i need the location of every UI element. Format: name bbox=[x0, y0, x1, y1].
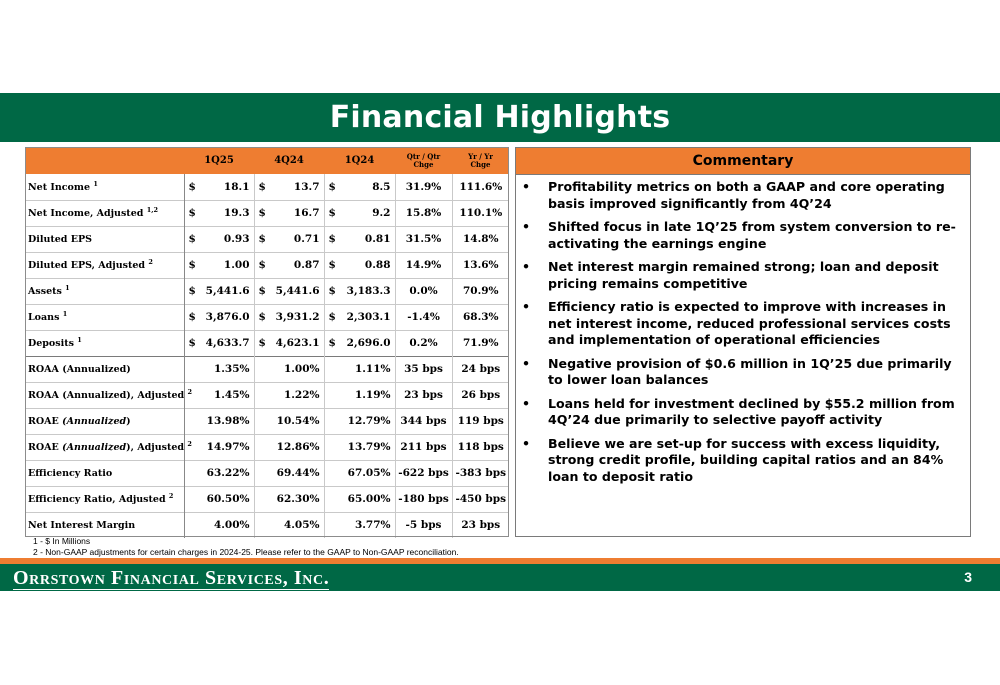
qtr-change: 31.5% bbox=[395, 226, 452, 252]
table-row bbox=[25, 382, 509, 408]
qtr-change: 15.8% bbox=[395, 200, 452, 226]
value-1q25: 13.98% bbox=[184, 408, 254, 434]
bullet-icon: • bbox=[522, 435, 531, 451]
value-1q24: 67.05% bbox=[324, 460, 395, 486]
yr-change: 119 bps bbox=[452, 408, 509, 434]
currency-1q24: $ bbox=[324, 174, 338, 200]
value-1q25: 18.1 bbox=[223, 180, 250, 193]
commentary-item bbox=[522, 179, 960, 212]
header-blank bbox=[25, 147, 184, 174]
table-row bbox=[25, 512, 509, 538]
commentary-text: Net interest margin remained strong; loan and deposit pricing remains competitive bbox=[548, 259, 939, 291]
qtr-change: 344 bps bbox=[395, 408, 452, 434]
currency-1q24: $ bbox=[324, 200, 338, 226]
value-1q24: 0.88 bbox=[364, 259, 391, 271]
value-1q25: 5,441.6 bbox=[205, 285, 250, 297]
header-1q24: 1Q24 bbox=[344, 155, 375, 166]
value-4q24: 4,623.1 bbox=[275, 337, 320, 349]
value-1q25: 0.93 bbox=[223, 233, 250, 245]
yr-change: 70.9% bbox=[452, 278, 509, 304]
row-label: Deposits $^1$ bbox=[28, 336, 82, 350]
row-label: Net Income $^1$ bbox=[28, 180, 98, 194]
table-header-row bbox=[25, 147, 509, 174]
value-4q24: 0.71 bbox=[293, 233, 320, 245]
row-label: Net Interest Margin bbox=[28, 519, 136, 531]
value-4q24: 10.54% bbox=[254, 408, 324, 434]
qtr-change: 14.9% bbox=[395, 252, 452, 278]
value-1q24: 65.00% bbox=[324, 486, 395, 512]
footnotes bbox=[33, 536, 459, 557]
table-row bbox=[25, 200, 509, 226]
footnote-marker: 2 bbox=[187, 440, 192, 449]
yr-change: 26 bps bbox=[452, 382, 509, 408]
yr-change: 110.1% bbox=[452, 200, 509, 226]
currency-1q24: $ bbox=[324, 226, 338, 252]
commentary-item bbox=[522, 219, 960, 252]
footnote-marker: 2 bbox=[187, 388, 192, 397]
value-1q25: 4,633.7 bbox=[205, 337, 250, 349]
value-4q24: 16.7 bbox=[293, 207, 320, 219]
value-1q24: 0.81 bbox=[364, 233, 391, 245]
bullet-icon: • bbox=[522, 259, 531, 274]
row-label: Efficiency Ratio bbox=[28, 467, 113, 479]
yr-change: 68.3% bbox=[452, 304, 509, 330]
financial-table bbox=[25, 147, 509, 538]
commentary-item bbox=[522, 259, 960, 292]
yr-change: 111.6% bbox=[452, 174, 509, 200]
qtr-change: 0.2% bbox=[395, 330, 452, 356]
commentary-item bbox=[522, 396, 960, 429]
table-row bbox=[25, 434, 509, 460]
bullet-icon: • bbox=[522, 395, 531, 411]
yr-change: -450 bps bbox=[452, 486, 509, 512]
value-1q24: 3,183.3 bbox=[346, 285, 391, 297]
table-row bbox=[25, 304, 509, 330]
currency-4q24: $ bbox=[254, 200, 268, 226]
yr-change: 24 bps bbox=[452, 356, 509, 382]
value-4q24: 13.7 bbox=[293, 180, 320, 193]
bullet-icon: • bbox=[522, 355, 531, 371]
value-1q25: 19.3 bbox=[223, 207, 250, 219]
table-row bbox=[25, 408, 509, 434]
footnote-marker: 1 bbox=[65, 284, 70, 293]
yr-change: 14.8% bbox=[452, 226, 509, 252]
footnote-marker: 1 bbox=[77, 336, 82, 345]
currency-1q24: $ bbox=[324, 330, 338, 356]
qtr-change: -1.4% bbox=[395, 304, 452, 330]
table-row bbox=[25, 356, 509, 382]
value-1q24: 8.5 bbox=[372, 180, 391, 193]
row-label: ROAE (Annualized), Adjusted $^2$ bbox=[28, 440, 192, 454]
header-yr-change: Yr / Yr Chge bbox=[468, 151, 493, 169]
currency-1q24: $ bbox=[324, 304, 338, 330]
qtr-change: 35 bps bbox=[395, 356, 452, 382]
yr-change: 71.9% bbox=[452, 330, 509, 356]
qtr-change: 31.9% bbox=[395, 174, 452, 200]
row-label: ROAA (Annualized), Adjusted $^2$ bbox=[28, 388, 192, 402]
qtr-change: -5 bps bbox=[395, 512, 452, 538]
footnote-marker: 2 bbox=[168, 492, 174, 501]
commentary-text: Efficiency ratio is expected to improve with increases in net interest income, reduced professional services costs and implementation of operational efficiencies bbox=[548, 299, 951, 347]
currency-1q24: $ bbox=[324, 278, 338, 304]
value-4q24: 3,931.2 bbox=[275, 311, 320, 323]
qtr-change: 23 bps bbox=[395, 382, 452, 408]
yr-change: 118 bps bbox=[452, 434, 509, 460]
row-label: Diluted EPS bbox=[28, 233, 92, 245]
commentary-item bbox=[522, 436, 960, 486]
footnote-1: 1 - $ In Millions bbox=[33, 536, 91, 546]
row-label: Assets $^1$ bbox=[28, 284, 70, 298]
commentary-text: Believe we are set-up for success with excess liquidity, strong credit profile, building capital ratios and an 84% loan to deposit ratio bbox=[548, 435, 944, 484]
header-1q25: 1Q25 bbox=[204, 155, 234, 166]
row-label: ROAA (Annualized) bbox=[28, 363, 131, 375]
footnote-marker: 1 bbox=[62, 310, 68, 319]
footnote-marker: 1 bbox=[93, 180, 98, 189]
row-label: Diluted EPS, Adjusted $^2$ bbox=[28, 258, 153, 272]
currency-1q25: $ bbox=[184, 252, 198, 278]
commentary-text: Shifted focus in late 1Q’25 from system conversion to re-activating the earnings engine bbox=[548, 219, 956, 251]
value-4q24: 4.05% bbox=[254, 512, 324, 538]
commentary-text: Profitability metrics on both a GAAP and core operating basis improved significantly from 4Q’24 bbox=[548, 179, 945, 211]
row-label: Net Income, Adjusted $^{1,2}$ bbox=[28, 206, 159, 220]
value-1q24: 2,696.0 bbox=[346, 337, 391, 349]
commentary-item bbox=[522, 356, 960, 389]
currency-4q24: $ bbox=[254, 226, 268, 252]
value-1q24: 1.19% bbox=[324, 382, 395, 408]
currency-1q25: $ bbox=[184, 174, 198, 200]
value-4q24: 69.44% bbox=[254, 460, 324, 486]
row-label: ROAE (Annualized) bbox=[28, 415, 131, 427]
value-4q24: 1.22% bbox=[254, 382, 324, 408]
commentary-panel bbox=[515, 147, 971, 537]
header-qtr-change: Qtr / Qtr Chge bbox=[406, 151, 441, 169]
bullet-icon: • bbox=[522, 219, 531, 234]
currency-1q25: $ bbox=[184, 200, 198, 226]
footnote-marker: 1,2 bbox=[146, 206, 159, 215]
table-row bbox=[25, 486, 509, 512]
company-logo: Orrstown Financial Services, Inc. bbox=[13, 567, 330, 589]
value-1q24: 3.77% bbox=[324, 512, 395, 538]
value-1q25: 60.50% bbox=[184, 486, 254, 512]
header-4q24: 4Q24 bbox=[274, 155, 304, 166]
currency-4q24: $ bbox=[254, 174, 268, 200]
value-1q24: 12.79% bbox=[324, 408, 395, 434]
currency-4q24: $ bbox=[254, 304, 268, 330]
currency-4q24: $ bbox=[254, 330, 268, 356]
value-1q25: 3,876.0 bbox=[205, 311, 250, 323]
value-1q25: 14.97% bbox=[184, 434, 254, 460]
yr-change: -383 bps bbox=[452, 460, 509, 486]
currency-4q24: $ bbox=[254, 278, 268, 304]
bullet-icon: • bbox=[522, 299, 531, 314]
table-row bbox=[25, 226, 509, 252]
qtr-change: -180 bps bbox=[395, 486, 452, 512]
currency-1q24: $ bbox=[324, 252, 338, 278]
yr-change: 23 bps bbox=[452, 512, 509, 538]
value-1q25: 4.00% bbox=[184, 512, 254, 538]
value-1q25: 1.45% bbox=[184, 382, 254, 408]
commentary-text: Loans held for investment declined by $55.2 million from 4Q’24 due primarily to selective payoff activity bbox=[548, 395, 955, 427]
value-1q24: 9.2 bbox=[372, 207, 391, 219]
bullet-icon: • bbox=[522, 179, 531, 194]
value-1q24: 13.79% bbox=[324, 434, 395, 460]
currency-1q25: $ bbox=[184, 304, 198, 330]
footnote-marker: 2 bbox=[148, 258, 153, 267]
page-number: 3 bbox=[964, 569, 972, 585]
qtr-change: 0.0% bbox=[395, 278, 452, 304]
page-title: Financial Highlights bbox=[0, 93, 1000, 142]
footnote-2: 2 - Non-GAAP adjustments for certain charges in 2024-25. Please refer to the GAAP to Non-GAAP reconciliation. bbox=[33, 546, 459, 557]
value-4q24: 1.00% bbox=[254, 356, 324, 382]
value-4q24: 12.86% bbox=[254, 434, 324, 460]
value-1q25: 63.22% bbox=[184, 460, 254, 486]
value-4q24: 62.30% bbox=[254, 486, 324, 512]
value-4q24: 5,441.6 bbox=[275, 285, 320, 297]
value-1q25: 1.00 bbox=[223, 259, 250, 271]
currency-1q25: $ bbox=[184, 278, 198, 304]
value-4q24: 0.87 bbox=[293, 259, 320, 271]
row-label: Loans $^1$ bbox=[28, 310, 68, 324]
currency-1q25: $ bbox=[184, 226, 198, 252]
commentary-list bbox=[516, 175, 970, 485]
table-row bbox=[25, 330, 509, 356]
commentary-item bbox=[522, 299, 960, 349]
yr-change: 13.6% bbox=[452, 252, 509, 278]
currency-4q24: $ bbox=[254, 252, 268, 278]
row-label: Efficiency Ratio, Adjusted $^2$ bbox=[28, 492, 174, 506]
currency-1q25: $ bbox=[184, 330, 198, 356]
table-row bbox=[25, 252, 509, 278]
value-1q24: 1.11% bbox=[324, 356, 395, 382]
commentary-text: Negative provision of $0.6 million in 1Q’25 due primarily to lower loan balances bbox=[548, 355, 952, 387]
table-row bbox=[25, 278, 509, 304]
value-1q25: 1.35% bbox=[184, 356, 254, 382]
table-row bbox=[25, 460, 509, 486]
value-1q24: 2,303.1 bbox=[346, 311, 391, 323]
qtr-change: 211 bps bbox=[395, 434, 452, 460]
table-row bbox=[25, 174, 509, 200]
commentary-heading: Commentary bbox=[516, 148, 970, 175]
qtr-change: -622 bps bbox=[395, 460, 452, 486]
